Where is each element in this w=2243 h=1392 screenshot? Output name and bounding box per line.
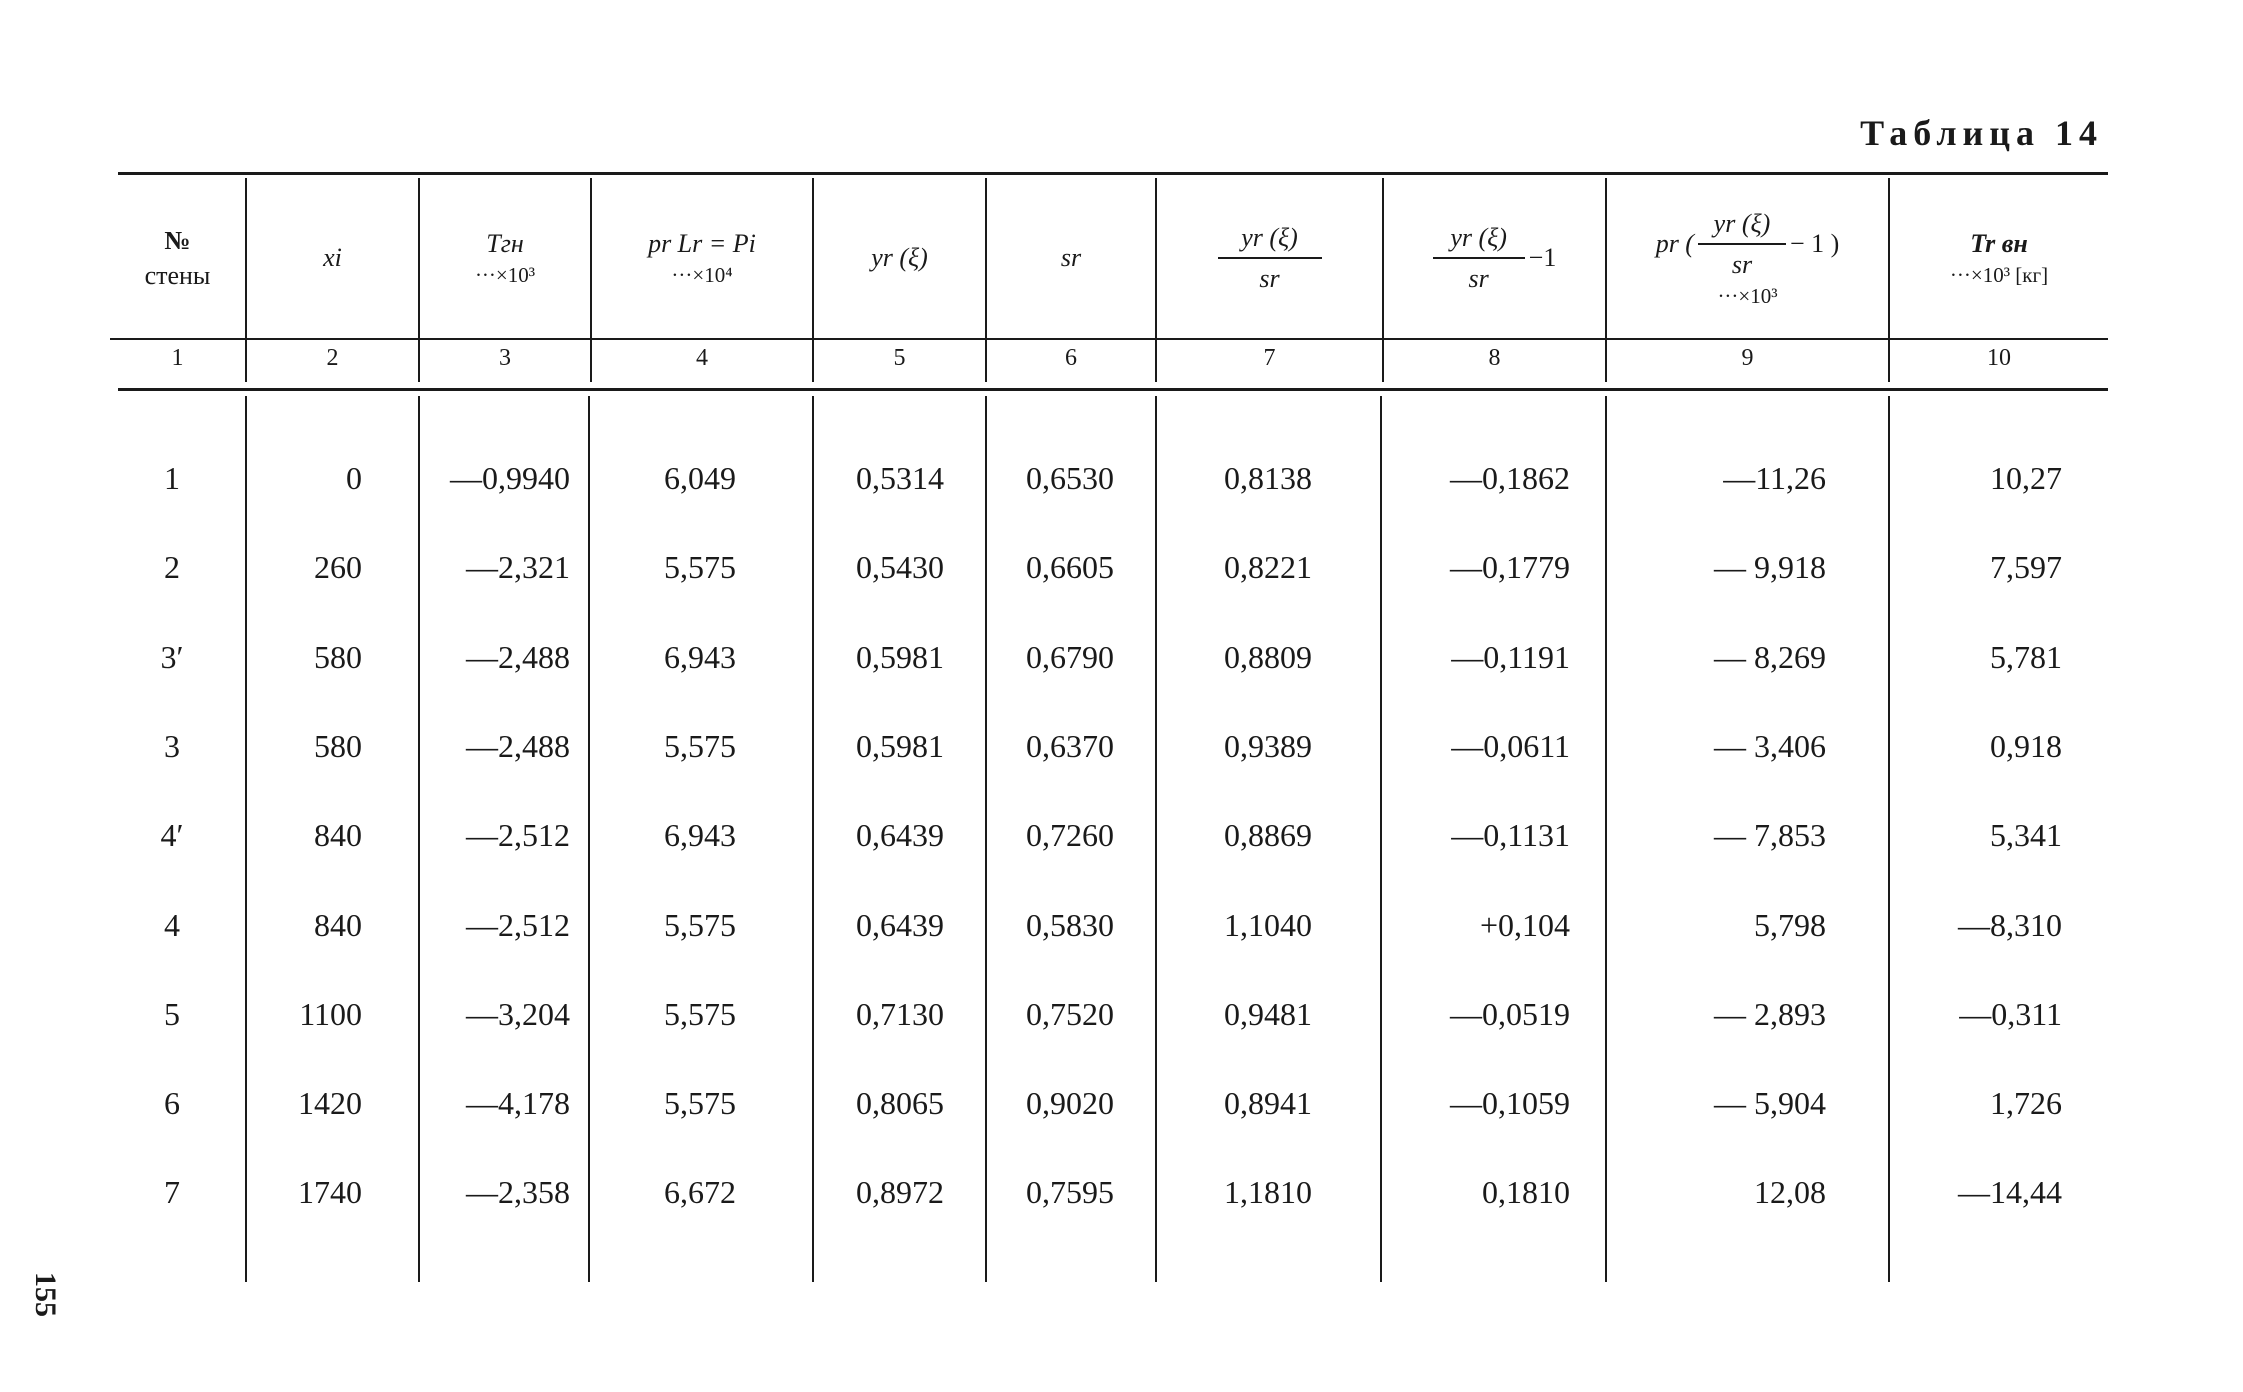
table-cell: — 2,893	[1714, 995, 1826, 1032]
table-caption: Таблица 14	[1860, 113, 2103, 153]
table-cell: 580	[314, 727, 362, 764]
top-rule	[118, 172, 2108, 175]
column-number: 3	[499, 345, 511, 371]
table-cell: —0,1059	[1450, 1085, 1570, 1122]
table-cell: 5,575	[664, 549, 736, 586]
header-sr	[987, 178, 1155, 338]
table-cell: 0,9481	[1224, 995, 1312, 1032]
table-cell: 0,5314	[856, 460, 944, 496]
table-cell: 0,5430	[856, 549, 944, 586]
table-row-wall-number: 1	[164, 460, 180, 496]
table-cell: 1,1040	[1224, 906, 1312, 943]
table-cell: 0,5830	[1026, 906, 1114, 943]
table-cell: 0,7130	[856, 995, 944, 1032]
table-cell: 1420	[298, 1085, 362, 1122]
table-cell: —14,44	[1958, 1174, 2062, 1211]
table-cell: 0,6530	[1026, 460, 1114, 496]
header-ratio-minus-one-fraction	[1433, 220, 1525, 296]
header-prlr-label: pr Lr = Pi	[648, 229, 756, 259]
table-cell: —0,1191	[1451, 638, 1570, 675]
table-cell: 0,6439	[856, 817, 944, 854]
table-cell: 0,8941	[1224, 1085, 1312, 1122]
table-cell: —2,488	[466, 727, 570, 764]
column-number: 8	[1488, 345, 1501, 371]
table-cell: —3,204	[466, 995, 570, 1032]
table-cell: 0,6439	[856, 906, 944, 943]
table-row-wall-number: 4	[164, 906, 180, 943]
table-cell: 0,9020	[1026, 1085, 1114, 1122]
table-cell: 5,575	[664, 1085, 736, 1122]
table-cell: 0	[346, 460, 362, 496]
table-cell: 0,7595	[1026, 1174, 1114, 1211]
table-cell: — 9,918	[1714, 549, 1826, 586]
header-pr-term	[1607, 178, 1888, 338]
table-cell: —0,0519	[1450, 995, 1570, 1032]
header-sr-label: sr	[1060, 243, 1082, 273]
table-row-wall-number: 6	[164, 1085, 180, 1122]
table-cell: 0,9389	[1224, 727, 1312, 764]
table-cell: 0,918	[1990, 727, 2062, 764]
table-cell: —11,26	[1723, 460, 1826, 496]
table-cell: 0,7520	[1026, 995, 1114, 1032]
header-pr-term-prefix: pr (	[1655, 229, 1694, 259]
header-prlr-unit: ···×10⁴	[671, 263, 733, 288]
table-cell: —0,1862	[1450, 460, 1570, 496]
table-cell: — 5,904	[1714, 1085, 1826, 1122]
header-xi-label: xi	[323, 243, 342, 273]
table-cell: —2,488	[466, 638, 570, 675]
table-cell: 5,341	[1990, 817, 2062, 854]
table-row-wall-number: 5	[164, 995, 180, 1032]
table-cell: 1100	[299, 995, 362, 1032]
table-cell: 5,798	[1754, 906, 1826, 943]
table-cell: 1,726	[1990, 1085, 2062, 1122]
table-cell: 1,1810	[1224, 1174, 1312, 1211]
header-yr-label: yr (ξ)	[871, 243, 928, 273]
header-pr-term-numerator: yr (ξ)	[1713, 208, 1771, 238]
table-cell: 0,8221	[1224, 549, 1312, 586]
header-ratio-fraction	[1218, 220, 1322, 296]
table-row-wall-number: 3	[164, 727, 180, 764]
table-cell: 6,049	[664, 460, 736, 496]
header-ratio-minus-one-numerator: yr (ξ)	[1450, 222, 1507, 252]
column-number: 10	[1987, 345, 2011, 371]
column-number: 5	[893, 345, 906, 371]
table-cell: 5,575	[664, 995, 736, 1032]
table-cell: — 8,269	[1714, 638, 1826, 675]
column-number: 9	[1741, 345, 1754, 371]
table-cell: 0,8809	[1224, 638, 1312, 675]
table-cell: —2,512	[466, 817, 570, 854]
header-wall-number-symbol: №	[164, 225, 191, 255]
header-pr-term-suffix: − 1 )	[1789, 229, 1840, 259]
header-ratio-denominator: sr	[1218, 257, 1322, 296]
header-ratio-numerator: yr (ξ)	[1241, 222, 1298, 252]
table-cell: —2,321	[466, 549, 570, 586]
table-cell: —2,358	[466, 1174, 570, 1211]
table-cell: —0,9940	[450, 460, 570, 496]
table-row-wall-number: 2	[164, 549, 180, 586]
column-number: 6	[1065, 345, 1077, 371]
header-pr-term-unit: ···×10³	[1717, 283, 1778, 308]
header-pr-term-fraction	[1698, 206, 1786, 282]
header-yr	[814, 178, 985, 338]
table-cell: 7,597	[1990, 549, 2062, 586]
column-number: 2	[326, 345, 339, 371]
table-cell: 5,575	[664, 906, 736, 943]
table-cell: 0,8065	[856, 1085, 944, 1122]
header-prlr	[592, 178, 812, 338]
table-cell: 0,1810	[1482, 1174, 1570, 1211]
header-pr-term-denominator: sr	[1698, 243, 1786, 282]
table-cell: 840	[314, 817, 362, 854]
header-tgn-label: Tгн	[486, 229, 524, 259]
table-cell: —8,310	[1958, 906, 2062, 943]
header-wall-number	[110, 178, 245, 338]
header-ratio	[1157, 178, 1382, 338]
header-tgn-unit: ···×10³	[474, 263, 536, 288]
header-tr-vn	[1890, 178, 2108, 338]
table-cell: —0,1779	[1450, 549, 1570, 586]
header-ratio-minus-one-suffix: −1	[1528, 243, 1557, 273]
table-cell: 1740	[298, 1174, 362, 1211]
table-cell: — 7,853	[1714, 817, 1826, 854]
table-cell: 0,5981	[856, 727, 944, 764]
table-cell: 6,943	[664, 817, 736, 854]
table-cell: 840	[314, 906, 362, 943]
table-cell: —2,512	[466, 906, 570, 943]
table-cell: 0,6605	[1026, 549, 1114, 586]
table-cell: 0,6790	[1026, 638, 1114, 675]
header-wall-number-label: стены	[144, 261, 211, 290]
table-cell: 6,672	[664, 1174, 736, 1211]
table-cell: 0,6370	[1026, 727, 1114, 764]
table-cell: 5,781	[1990, 638, 2062, 675]
header-ratio-minus-one	[1384, 178, 1605, 338]
table-cell: 0,5981	[856, 638, 944, 675]
table-cell: 0,8869	[1224, 817, 1312, 854]
table-cell: 580	[314, 638, 362, 675]
table-cell: —0,1131	[1451, 817, 1570, 854]
table-row-wall-number: 7	[164, 1174, 180, 1211]
column-number: 4	[696, 345, 708, 371]
table-cell: 0,8138	[1224, 460, 1312, 496]
table-row-wall-number: 4′	[160, 817, 184, 854]
table-cell: —0,311	[1959, 995, 2062, 1032]
header-tgn	[420, 178, 590, 338]
column-number: 7	[1263, 345, 1276, 371]
table-cell: 6,943	[664, 638, 736, 675]
header-tr-vn-label: Tr вн	[1970, 229, 2028, 259]
table-cell: 0,7260	[1026, 817, 1114, 854]
table-cell: 0,8972	[856, 1174, 944, 1211]
table-cell: —0,0611	[1451, 727, 1570, 764]
column-number-rule	[118, 388, 2108, 391]
page-number: 155	[29, 1272, 62, 1317]
table-cell: 260	[314, 549, 362, 586]
table-cell: — 3,406	[1714, 727, 1826, 764]
column-number: 1	[171, 345, 184, 371]
table-cell: 5,575	[664, 727, 736, 764]
table-cell: 12,08	[1754, 1174, 1826, 1211]
header-tr-vn-unit: ···×10³ [кг]	[1949, 263, 2049, 288]
header-ratio-minus-one-denominator: sr	[1433, 257, 1525, 296]
table-cell: —4,178	[466, 1085, 570, 1122]
table-row-wall-number: 3′	[160, 638, 184, 675]
table-cell: 10,27	[1990, 460, 2062, 496]
header-xi	[247, 178, 418, 338]
table-cell: +0,104	[1479, 906, 1570, 943]
